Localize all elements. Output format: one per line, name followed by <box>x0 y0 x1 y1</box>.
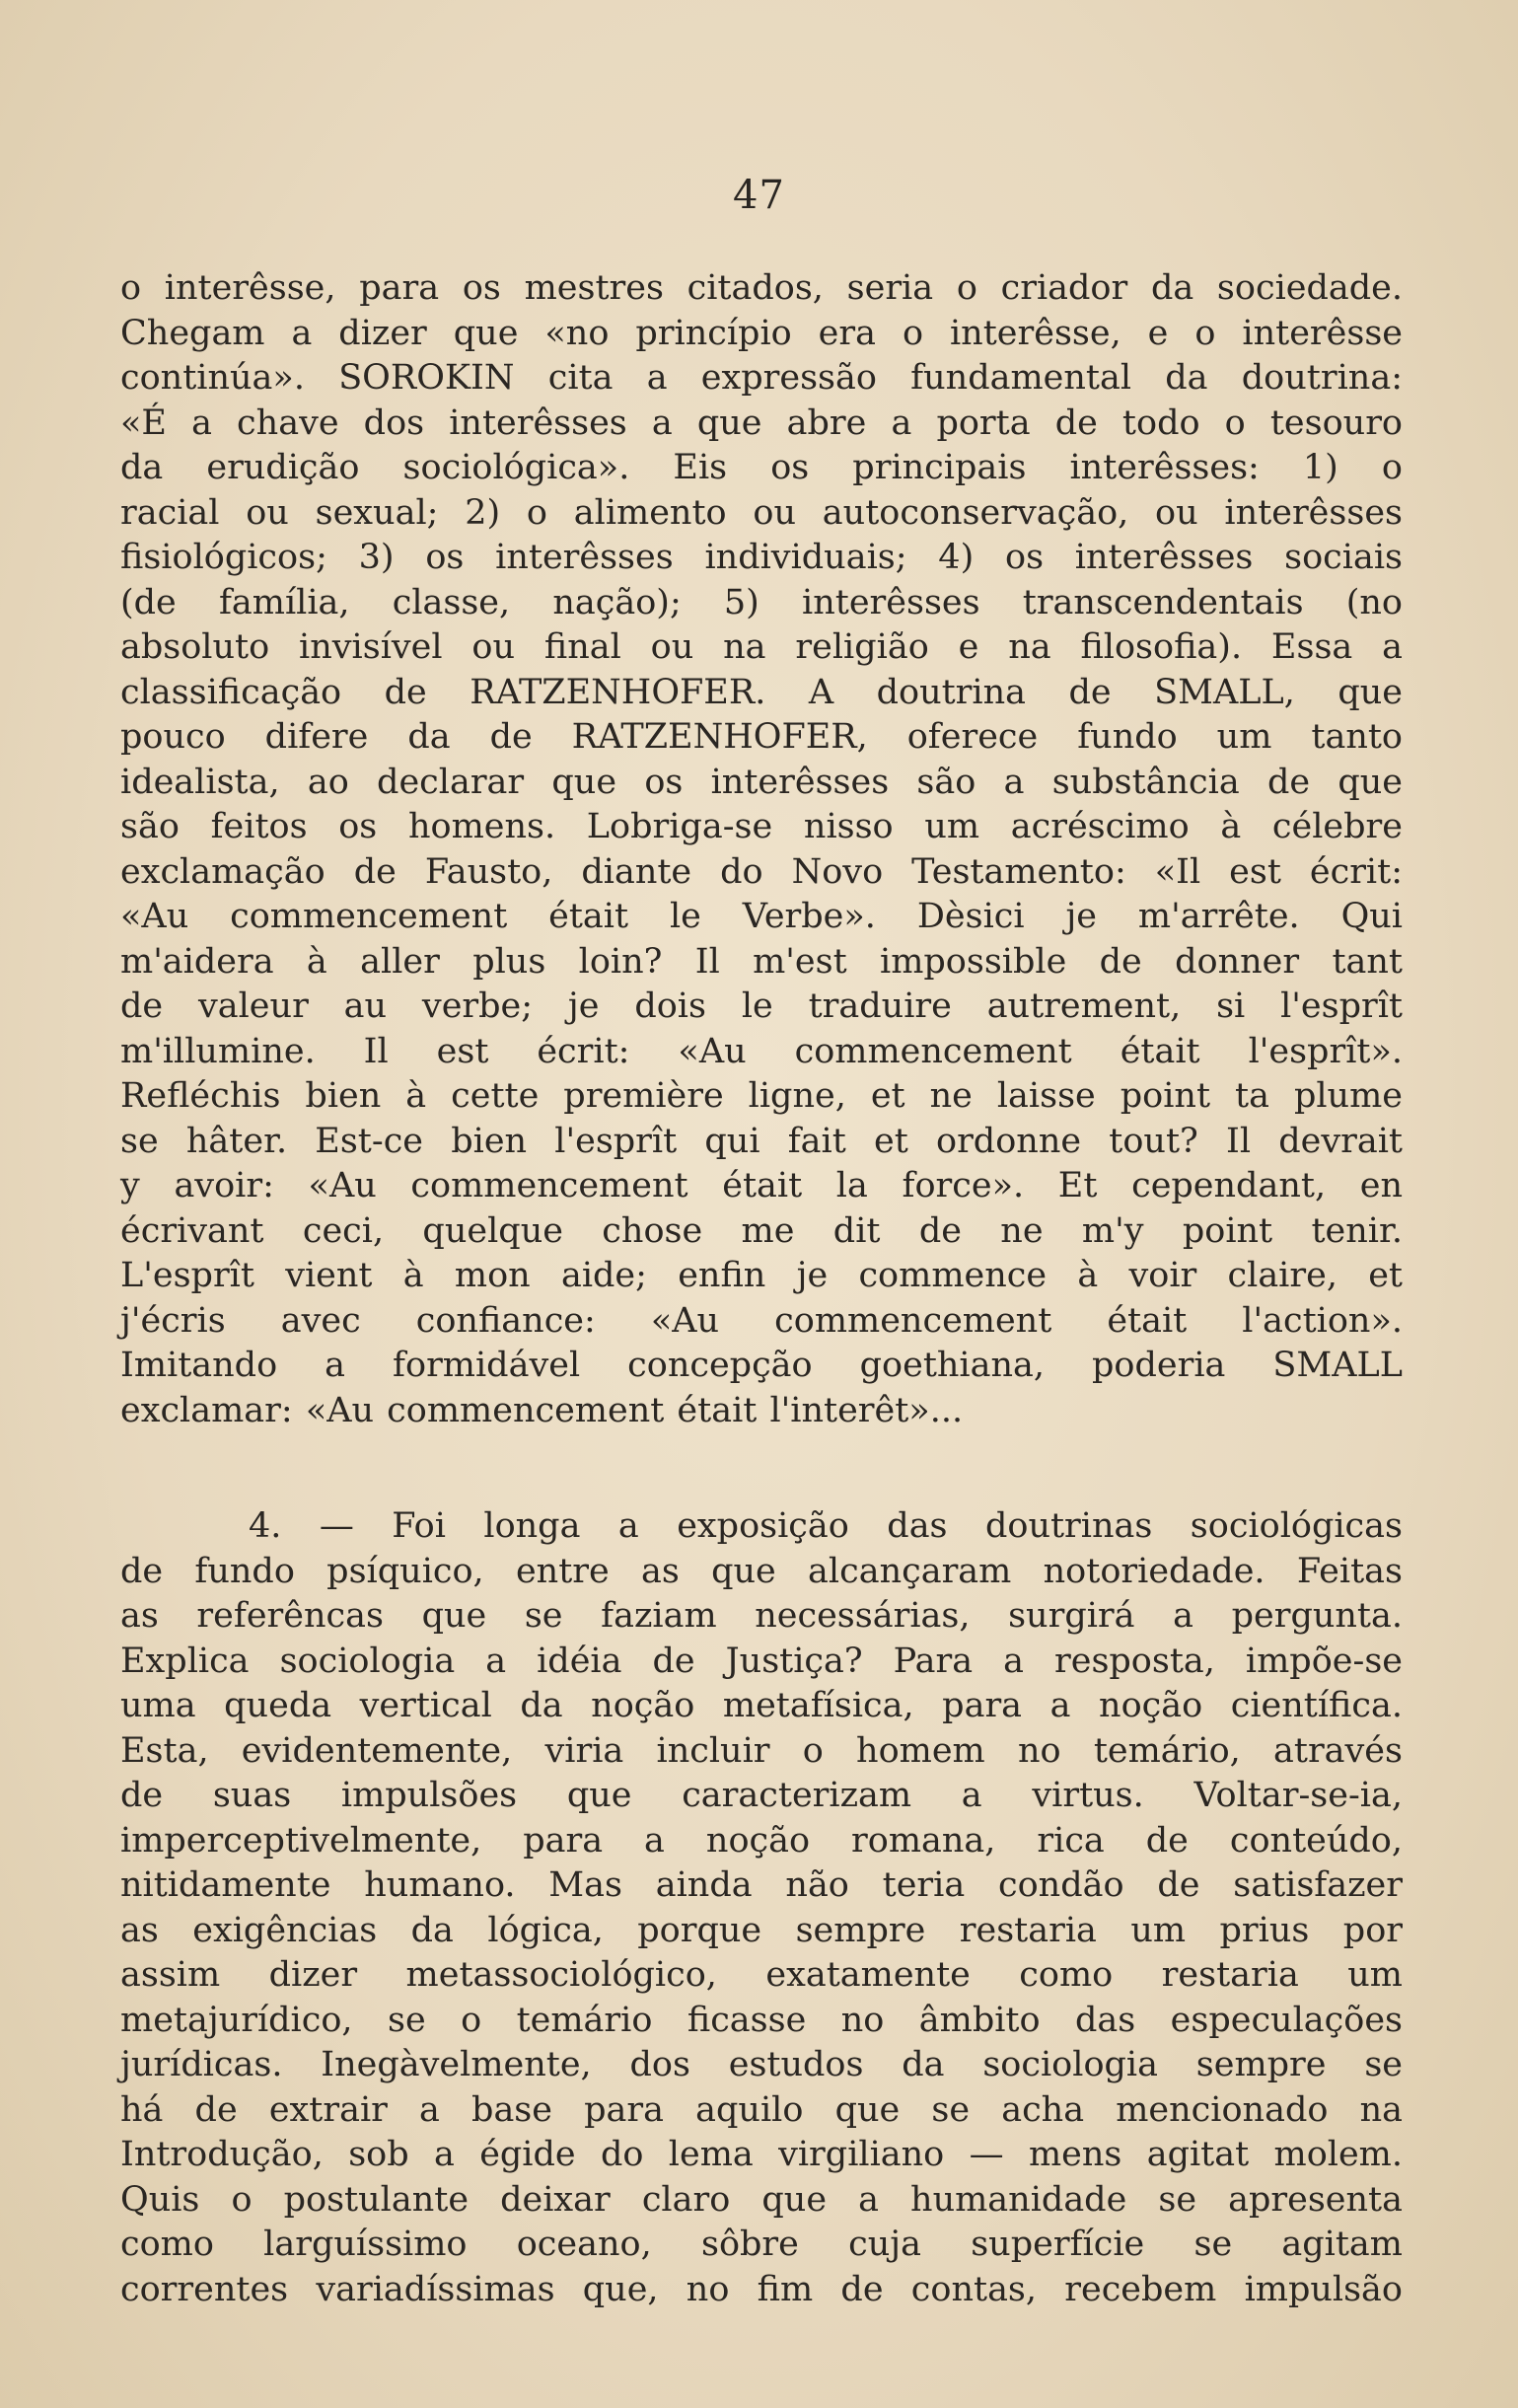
paragraph-interests <box>120 266 1403 1433</box>
text-line: Refléchis bien à cette première ligne, et ne laisse point ta plume <box>120 1076 1403 1116</box>
text-line: 4. — Foi longa a exposição das doutrinas sociológicas <box>249 1506 1403 1546</box>
text-line: são feitos os homens. Lobriga-se nisso um acréscimo à célebre <box>120 807 1403 846</box>
text-line: imperceptivelmente, para a noção romana, rica de conteúdo, <box>120 1820 1403 1861</box>
text-line: continúa». SOROKIN cita a expressão fundamental da doutrina: <box>120 358 1403 398</box>
text-line: idealista, ao declarar que os interêsses são a substância de que <box>120 762 1403 802</box>
text-line: metajurídico, se o temário ficasse no âmbito das especulações <box>120 2000 1403 2040</box>
text-line: racial ou sexual; 2) o alimento ou autoconservação, ou interêsses <box>120 492 1403 533</box>
text-line: nitidamente humano. Mas ainda não teria condão de satisfazer <box>120 1865 1403 1905</box>
text-line: assim dizer metassociológico, exatamente como restaria um <box>120 1955 1403 1995</box>
text-line: Introdução, sob a égide do lema virgiliano — mens agitat molem. <box>120 2135 1403 2174</box>
text-line: Imitando a formidável concepção goethiana, poderia SMALL <box>120 1346 1403 1385</box>
text-line: Chegam a dizer que «no princípio era o interêsse, e o interêsse <box>120 313 1403 353</box>
text-line: Quis o postulante deixar claro que a humanidade se apresenta <box>120 2179 1403 2220</box>
text-line: Explica sociologia a idéia de Justiça? Para a resposta, impõe-se <box>120 1641 1403 1681</box>
text-line: j'écris avec confiance: «Au commencement était l'action». <box>120 1300 1403 1341</box>
text-line: as referêncas que se faziam necessárias, surgirá a pergunta. <box>120 1596 1403 1636</box>
text-line: de fundo psíquico, entre as que alcançaram notoriedade. Feitas <box>120 1551 1403 1591</box>
text-line: jurídicas. Inegàvelmente, dos estudos da sociologia sempre se <box>120 2045 1403 2084</box>
text-line: absoluto invisível ou final ou na religião e na filosofia). Essa a <box>120 627 1403 667</box>
text-line: (de família, classe, nação); 5) interêsses transcendentais (no <box>120 582 1403 622</box>
text-line: L'esprît vient à mon aide; enfin je commence à voir claire, et <box>120 1256 1403 1295</box>
text-line: as exigências da lógica, porque sempre restaria um prius por <box>120 1910 1403 1950</box>
text-line: como larguíssimo oceano, sôbre cuja superfície se agitam <box>120 2225 1403 2264</box>
text-line: exclamar: «Au commencement était l'interêt»... <box>120 1390 964 1430</box>
text-line: classificação de RATZENHOFER. A doutrina de SMALL, que <box>120 672 1403 712</box>
text-line: de suas impulsões que caracterizam a virtus. Voltar-se-ia, <box>120 1776 1403 1815</box>
text-line: há de extrair a base para aquilo que se acha mencionado na <box>120 2089 1403 2130</box>
text-line: fisiológicos; 3) os interêsses individuais; 4) os interêsses sociais <box>120 538 1403 577</box>
text-line: exclamação de Fausto, diante do Novo Testamento: «Il est écrit: <box>120 851 1403 892</box>
page-number: 47 <box>733 173 785 218</box>
text-line: de valeur au verbe; je dois le traduire autrement, si l'esprît <box>120 986 1403 1026</box>
text-line: correntes variadíssimas que, no fim de contas, recebem impulsão <box>120 2269 1403 2309</box>
text-line: m'aidera à aller plus loin? Il m'est impossible de donner tant <box>120 941 1403 982</box>
text-line: pouco difere da de RATZENHOFER, oferece fundo um tanto <box>120 717 1403 757</box>
text-line: y avoir: «Au commencement était la force». Et cependant, en <box>120 1166 1403 1205</box>
text-line: Esta, evidentemente, viria incluir o homem no temário, através <box>120 1730 1403 1771</box>
text-line: «É a chave dos interêsses a que abre a porta de todo o tesouro <box>120 402 1403 443</box>
text-line: da erudição sociológica». Eis os principais interêsses: 1) o <box>120 448 1403 487</box>
text-line: m'illumine. Il est écrit: «Au commencement était l'esprît». <box>120 1031 1403 1071</box>
text-line: se hâter. Est-ce bien l'esprît qui fait et ordonne tout? Il devrait <box>120 1121 1403 1161</box>
text-line: «Au commencement était le Verbe». Dèsici je m'arrête. Qui <box>120 897 1403 936</box>
paragraph-section-4 <box>120 1504 1403 2312</box>
text-line: o interêsse, para os mestres citados, seria o criador da sociedade. <box>120 268 1403 308</box>
text-line: uma queda vertical da noção metafísica, para a noção científica. <box>120 1686 1403 1725</box>
text-line: écrivant ceci, quelque chose me dit de ne m'y point tenir. <box>120 1210 1403 1251</box>
